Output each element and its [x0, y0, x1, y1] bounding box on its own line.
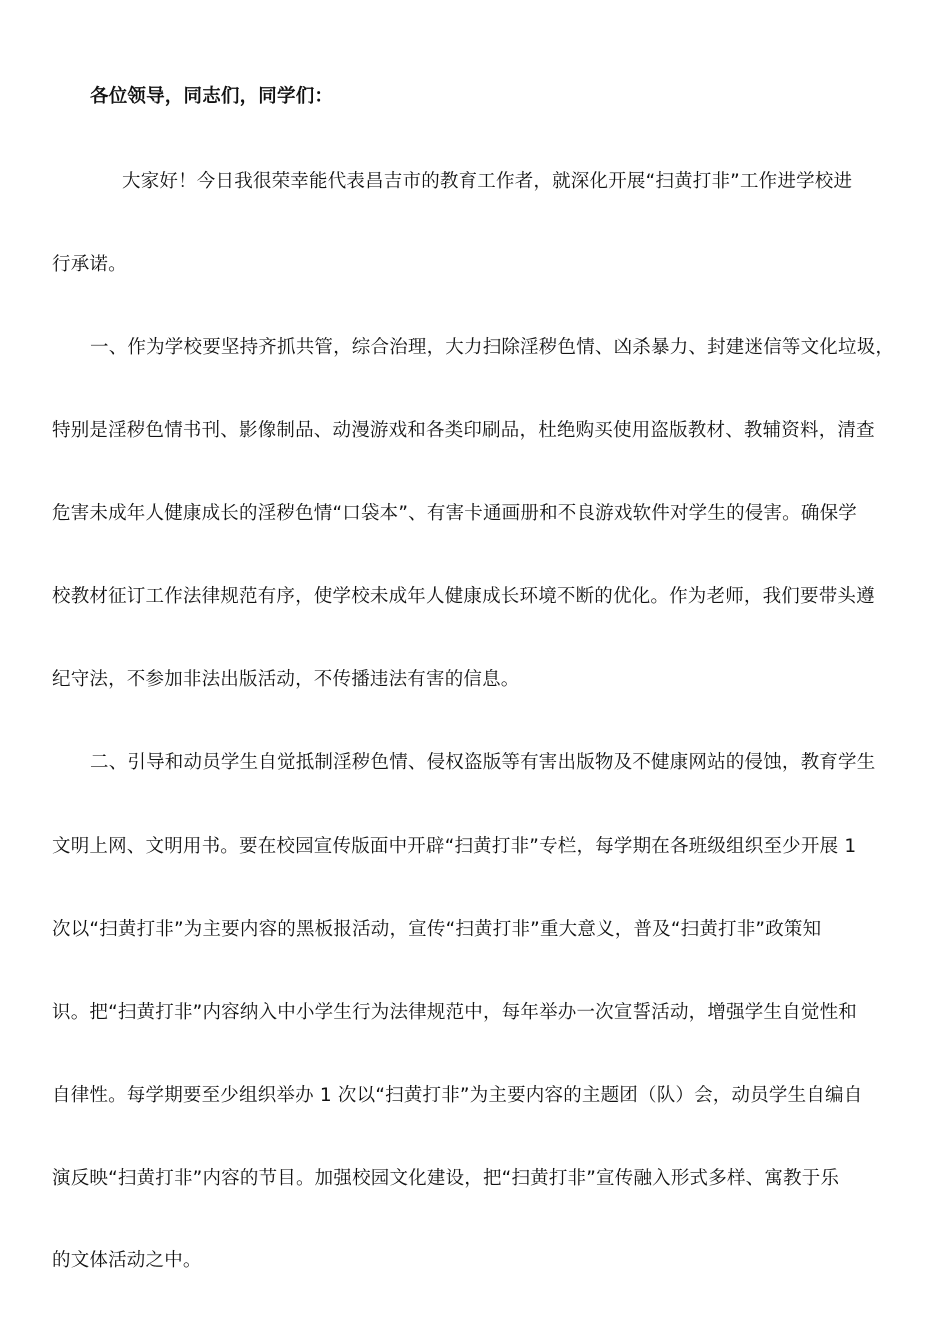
paragraph-opening-line-1: 大家好！今日我很荣幸能代表昌吉市的教育工作者，就深化开展“扫黄打非”工作进学校进 [122, 171, 853, 192]
paragraph-two-line-4: 识。把“扫黄打非”内容纳入中小学生行为法律规范中，每年举办一次宣誓活动，增强学生自觉性和 [52, 1002, 857, 1023]
paragraph-two-line-1: 二、引导和动员学生自觉抵制淫秽色情、侵权盗版等有害出版物及不健康网站的侵蚀，教育学生 [90, 752, 876, 773]
paragraph-one-line-5: 纪守法，不参加非法出版活动，不传播违法有害的信息。 [52, 669, 520, 690]
paragraph-two-line-6: 演反映“扫黄打非”内容的节目。加强校园文化建设，把“扫黄打非”宣传融入形式多样、寓教于乐 [52, 1168, 840, 1189]
paragraph-two-line-7: 的文体活动之中。 [52, 1250, 202, 1271]
paragraph-one-line-2: 特别是淫秽色情书刊、影像制品、动漫游戏和各类印刷品，杜绝购买使用盗版教材、教辅资料，清查 [52, 420, 875, 441]
paragraph-one-line-1: 一、作为学校要坚持齐抓共管，综合治理，大力扫除淫秽色情、凶杀暴力、封建迷信等文化垃圾， [90, 337, 895, 358]
paragraph-one-line-3: 危害未成年人健康成长的淫秽色情“口袋本”、有害卡通画册和不良游戏软件对学生的侵害。确保学 [52, 503, 857, 524]
paragraph-one-line-4: 校教材征订工作法律规范有序，使学校未成年人健康成长环境不断的优化。作为老师，我们要带头遵 [52, 586, 875, 607]
paragraph-two-line-3: 次以“扫黄打非”为主要内容的黑板报活动，宣传“扫黄打非”重大意义，普及“扫黄打非”政策知 [52, 919, 822, 940]
paragraph-two-line-5: 自律性。每学期要至少组织举办 1 次以“扫黄打非”为主要内容的主题团（队）会，动员学生自编自 [52, 1085, 863, 1106]
paragraph-two-line-2: 文明上网、文明用书。要在校园宣传版面中开辟“扫黄打非”专栏，每学期在各班级组织至少开展 1 [52, 836, 857, 857]
paragraph-opening-line-2: 行承诺。 [52, 254, 127, 275]
greeting-heading: 各位领导，同志们，同学们： [90, 86, 334, 107]
